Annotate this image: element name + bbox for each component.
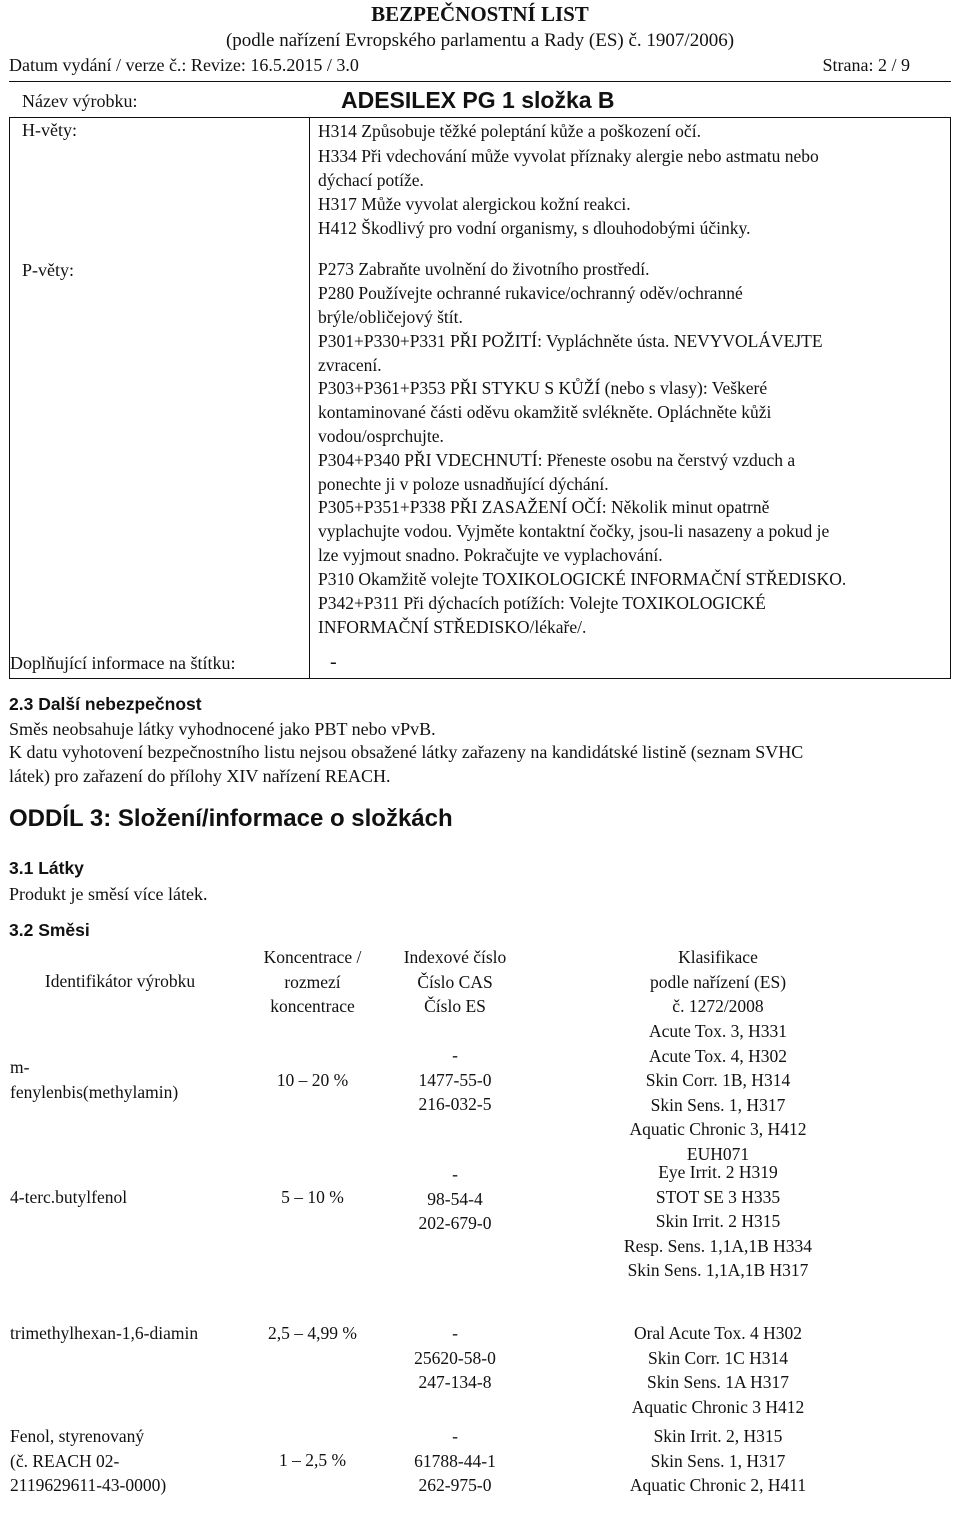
p-statement-line: kontaminované části oděvu okamžitě svlékněte. Opláchněte kůži: [318, 402, 772, 422]
h-statement-line: H412 Škodlivý pro vodní organismy, s dlouhodobými účinky.: [318, 218, 751, 238]
table-row-2-ids: [385, 1162, 525, 1236]
p-statement-line: ponechte ji v poloze usnadňující dýchání.: [318, 474, 609, 494]
table-row-3-ids: [385, 1321, 525, 1395]
classification-line: Skin Sens. 1, H317: [650, 1094, 786, 1115]
h-statements-label: H-věty:: [22, 120, 77, 140]
issue-date-line: Datum vydání / verze č.: Revize: 16.5.2015 / 3.0: [9, 55, 359, 75]
table-row-1-ids: [385, 1043, 525, 1117]
header-numbers-line: Číslo ES: [424, 996, 486, 1016]
classification-line: Skin Irrit. 2, H315: [653, 1426, 783, 1446]
header-numbers-line: Číslo CAS: [417, 971, 493, 992]
h-statement-line: H317 Může vyvolat alergickou kožní reakci.: [318, 194, 631, 214]
table-row-4-name: [10, 1424, 240, 1498]
cas-number: 98-54-4: [427, 1188, 483, 1209]
index-number: -: [452, 1164, 458, 1184]
table-row-4-classification: [598, 1424, 838, 1498]
classification-line: Skin Sens. 1, H317: [650, 1450, 786, 1471]
p-statement-line: vyplachujte vodou. Vyjměte kontaktní čočky, jsou-li nasazeny a pokud je: [318, 521, 830, 541]
p-statement-line: P301+P330+P331 PŘI POŽITÍ: Vypláchněte ústa. NEVYVOLÁVEJTE: [318, 331, 823, 351]
product-name-label: Název výrobku:: [22, 91, 138, 111]
table-row-2-concentration: 5 – 10 %: [281, 1187, 344, 1207]
p-statement-line: P310 Okamžitě volejte TOXIKOLOGICKÉ INFORMAČNÍ STŘEDISKO.: [318, 569, 847, 589]
p-statement-line: P303+P361+P353 PŘI STYKU S KŮŽÍ (nebo s vlasy): Veškeré: [318, 378, 768, 398]
h-statement-line: H334 Při vdechování může vyvolat příznaky alergie nebo astmatu nebo: [318, 146, 819, 166]
cas-number: 61788-44-1: [414, 1450, 496, 1471]
classification-line: Skin Corr. 1C H314: [647, 1347, 789, 1368]
p-statement-line: zvracení.: [318, 355, 382, 375]
classification-line: Aquatic Chronic 3, H412: [629, 1119, 807, 1139]
p-statements-label: P-věty:: [22, 260, 74, 280]
header-divider: [9, 81, 951, 82]
section-3-1-heading: 3.1 Látky: [9, 858, 84, 878]
section-3-title: ODDÍL 3: Složení/informace o složkách: [9, 805, 453, 832]
section-2-3-text: Směs neobsahuje látky vyhodnocené jako PBT nebo vPvB.: [9, 719, 436, 739]
index-number: -: [452, 1045, 458, 1065]
substance-name-line: m-: [10, 1057, 30, 1077]
document-subtitle: (podle nařízení Evropského parlamentu a Rady (ES) č. 1907/2006): [225, 30, 735, 51]
header-classification-line: č. 1272/2008: [672, 996, 764, 1016]
classification-line: STOT SE 3 H335: [655, 1186, 781, 1207]
p-statement-line: P280 Používejte ochranné rukavice/ochranný oděv/ochranné: [318, 283, 743, 303]
p-statement-line: P342+P311 Při dýchacích potížích: Volejte TOXIKOLOGICKÉ: [318, 593, 766, 613]
supplementary-info-value: -: [330, 651, 337, 673]
section-2-3-text: K datu vyhotovení bezpečnostního listu nejsou obsažené látky zařazeny na kandidátské listině (seznam SVHC: [9, 742, 804, 762]
classification-line: Skin Corr. 1B, H314: [645, 1070, 791, 1090]
classification-line: Skin Sens. 1,1A,1B H317: [627, 1260, 809, 1280]
substance-name-line: trimethylhexan-1,6-diamin: [10, 1323, 199, 1343]
table-row-3-classification: [598, 1321, 838, 1419]
classification-line: Aquatic Chronic 3 H412: [631, 1396, 805, 1417]
header-classification: [598, 945, 838, 1019]
header-classification-line: podle nařízení (ES): [649, 971, 787, 992]
classification-line: Oral Acute Tox. 4 H302: [633, 1323, 803, 1343]
section-3-1-text: Produkt je směsí více látek.: [9, 884, 208, 904]
header-concentration-line: Koncentrace /: [263, 947, 362, 967]
table-row-2-classification: [598, 1160, 838, 1283]
table-row-2-name: [10, 1185, 240, 1210]
substance-name-line: fenylenbis(methylamin): [10, 1081, 179, 1102]
header-numbers: [385, 945, 525, 1019]
substance-name-line: 4-terc.butylfenol: [10, 1187, 128, 1207]
ec-number: 202-679-0: [418, 1213, 492, 1233]
classification-line: Eye Irrit. 2 H319: [658, 1162, 778, 1182]
classification-line: Skin Sens. 1A H317: [647, 1372, 789, 1392]
h-statement-line: H314 Způsobuje těžké poleptání kůže a poškození očí.: [318, 121, 701, 141]
header-concentration-line: koncentrace: [270, 996, 355, 1016]
cas-number: 1477-55-0: [418, 1069, 492, 1090]
section-2-3-text: látek) pro zařazení do přílohy XIV nařízení REACH.: [9, 766, 391, 786]
section-2-3-heading: 2.3 Další nebezpečnost: [9, 694, 202, 714]
ec-number: 262-975-0: [418, 1475, 492, 1495]
table-row-4-ids: [385, 1424, 525, 1498]
table-row-3-name: [10, 1321, 240, 1346]
classification-line: Acute Tox. 3, H331: [649, 1021, 787, 1041]
classification-line: EUH071: [686, 1143, 750, 1160]
substance-name-line: Fenol, styrenovaný: [10, 1426, 145, 1446]
p-statement-line: P305+P351+P338 PŘI ZASAŽENÍ OČÍ: Několik minut opatrně: [318, 497, 770, 517]
supplementary-info-label: Doplňující informace na štítku:: [10, 653, 236, 673]
p-statement-line: vodou/osprchujte.: [318, 426, 444, 446]
classification-line: Acute Tox. 4, H302: [649, 1045, 787, 1066]
p-statement-line: INFORMAČNÍ STŘEDISKO/lékaře/.: [318, 617, 587, 637]
classification-line: Skin Irrit. 2 H315: [655, 1211, 781, 1231]
page-number: Strana: 2 / 9: [822, 55, 910, 75]
p-statement-line: P304+P340 PŘI VDECHNUTÍ: Přeneste osobu na čerstvý vzduch a: [318, 450, 796, 470]
header-numbers-line: Indexové číslo: [403, 947, 507, 967]
h-statement-line: dýchací potíže.: [318, 170, 424, 190]
classification-line: Aquatic Chronic 2, H411: [629, 1475, 807, 1495]
section-3-2-heading: 3.2 Směsi: [9, 920, 90, 940]
table-row-1-classification: [598, 1019, 838, 1160]
p-statement-line: brýle/obličejový štít.: [318, 307, 463, 327]
header-identifier: Identifikátor výrobku: [44, 971, 196, 991]
table-row-1-concentration: 10 – 20 %: [276, 1070, 349, 1090]
index-number: -: [452, 1323, 458, 1343]
p-statement-line: lze vyjmout snadno. Pokračujte ve vyplachování.: [318, 545, 663, 565]
table-row-1-name: [10, 1055, 240, 1104]
document-title: BEZPEČNOSTNÍ LIST: [371, 2, 589, 26]
p-statement-line: P273 Zabraňte uvolnění do životního prostředí.: [318, 259, 650, 279]
ec-number: 247-134-8: [418, 1372, 492, 1392]
table-row-3-concentration: 2,5 – 4,99 %: [268, 1323, 357, 1343]
ec-number: 216-032-5: [418, 1094, 492, 1114]
substance-name-line: (č. REACH 02-: [10, 1450, 120, 1471]
table-row-4-concentration: 1 – 2,5 %: [278, 1450, 347, 1470]
classification-line: Resp. Sens. 1,1A,1B H334: [623, 1235, 813, 1256]
cas-number: 25620-58-0: [414, 1347, 496, 1368]
label-table-divider: [309, 117, 310, 679]
header-concentration: [245, 945, 380, 1019]
header-classification-line: Klasifikace: [678, 947, 758, 967]
substance-name-line: 2119629611-43-0000): [10, 1475, 167, 1495]
index-number: -: [452, 1426, 458, 1446]
product-name: ADESILEX PG 1 složka B: [341, 87, 615, 113]
header-concentration-line: rozmezí: [284, 971, 341, 992]
